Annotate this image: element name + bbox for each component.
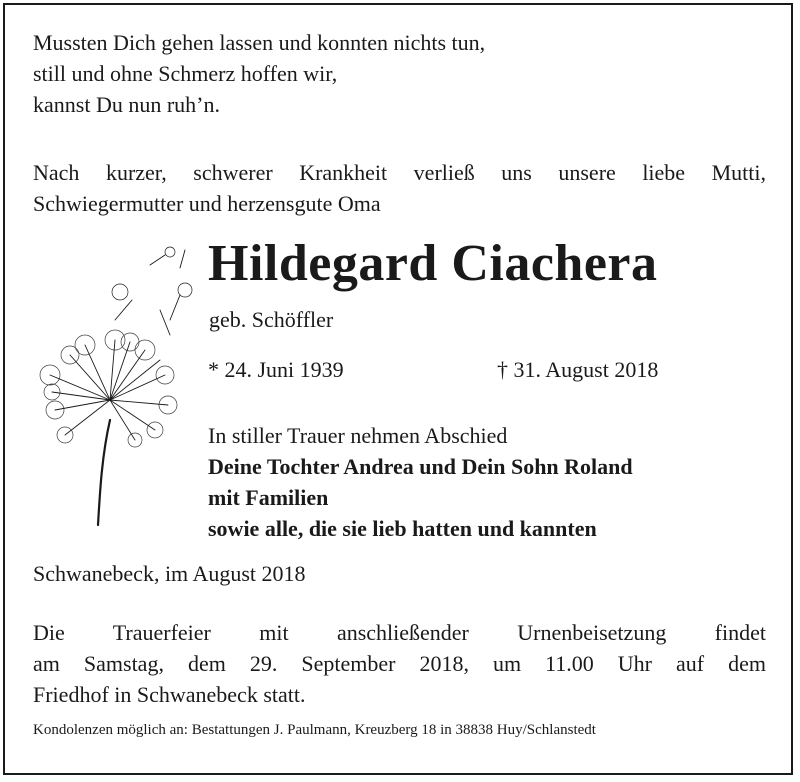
intro-line: Nach kurzer, schwerer Krankheit verließ uns unsere liebe Mutti, bbox=[33, 160, 766, 185]
poem-line: Mussten Dich gehen lassen und konnten nichts tun, bbox=[33, 30, 486, 55]
poem bbox=[33, 27, 485, 120]
poem-line: still und ohne Schmerz hoffen wir, bbox=[33, 61, 338, 86]
mourners-line: Deine Tochter Andrea und Dein Sohn Roland bbox=[208, 454, 633, 479]
death-date: † 31. August 2018 bbox=[497, 357, 659, 382]
ceremony-text bbox=[33, 617, 766, 710]
condolence-note: Kondolenzen möglich an: Bestattungen J. Paulmann, Kreuzberg 18 in 38838 Huy/Schlanstedt bbox=[33, 722, 596, 738]
intro-line: Schwiegermutter und herzensgute Oma bbox=[33, 191, 381, 216]
ceremony-line: am Samstag, dem 29. September 2018, um 11.00 Uhr auf dem bbox=[33, 651, 766, 676]
deceased-name: Hildegard Ciachera bbox=[208, 235, 658, 292]
intro-text bbox=[33, 157, 766, 219]
mourners-line: sowie alle, die sie lieb hatten und kannten bbox=[208, 516, 597, 541]
ceremony-line: Friedhof in Schwanebeck statt. bbox=[33, 682, 306, 707]
place-date: Schwanebeck, im August 2018 bbox=[33, 561, 306, 586]
ceremony-line: Die Trauerfeier mit anschließender Urnenbeisetzung findet bbox=[33, 620, 766, 645]
maiden-name: geb. Schöffler bbox=[209, 307, 334, 332]
birth-date: * 24. Juni 1939 bbox=[208, 357, 344, 382]
poem-line: kannst Du nun ruh’n. bbox=[33, 92, 220, 117]
dandelion-icon bbox=[20, 240, 205, 530]
mourners bbox=[208, 420, 633, 544]
mourners-intro: In stiller Trauer nehmen Abschied bbox=[208, 423, 508, 448]
mourners-line: mit Familien bbox=[208, 485, 329, 510]
